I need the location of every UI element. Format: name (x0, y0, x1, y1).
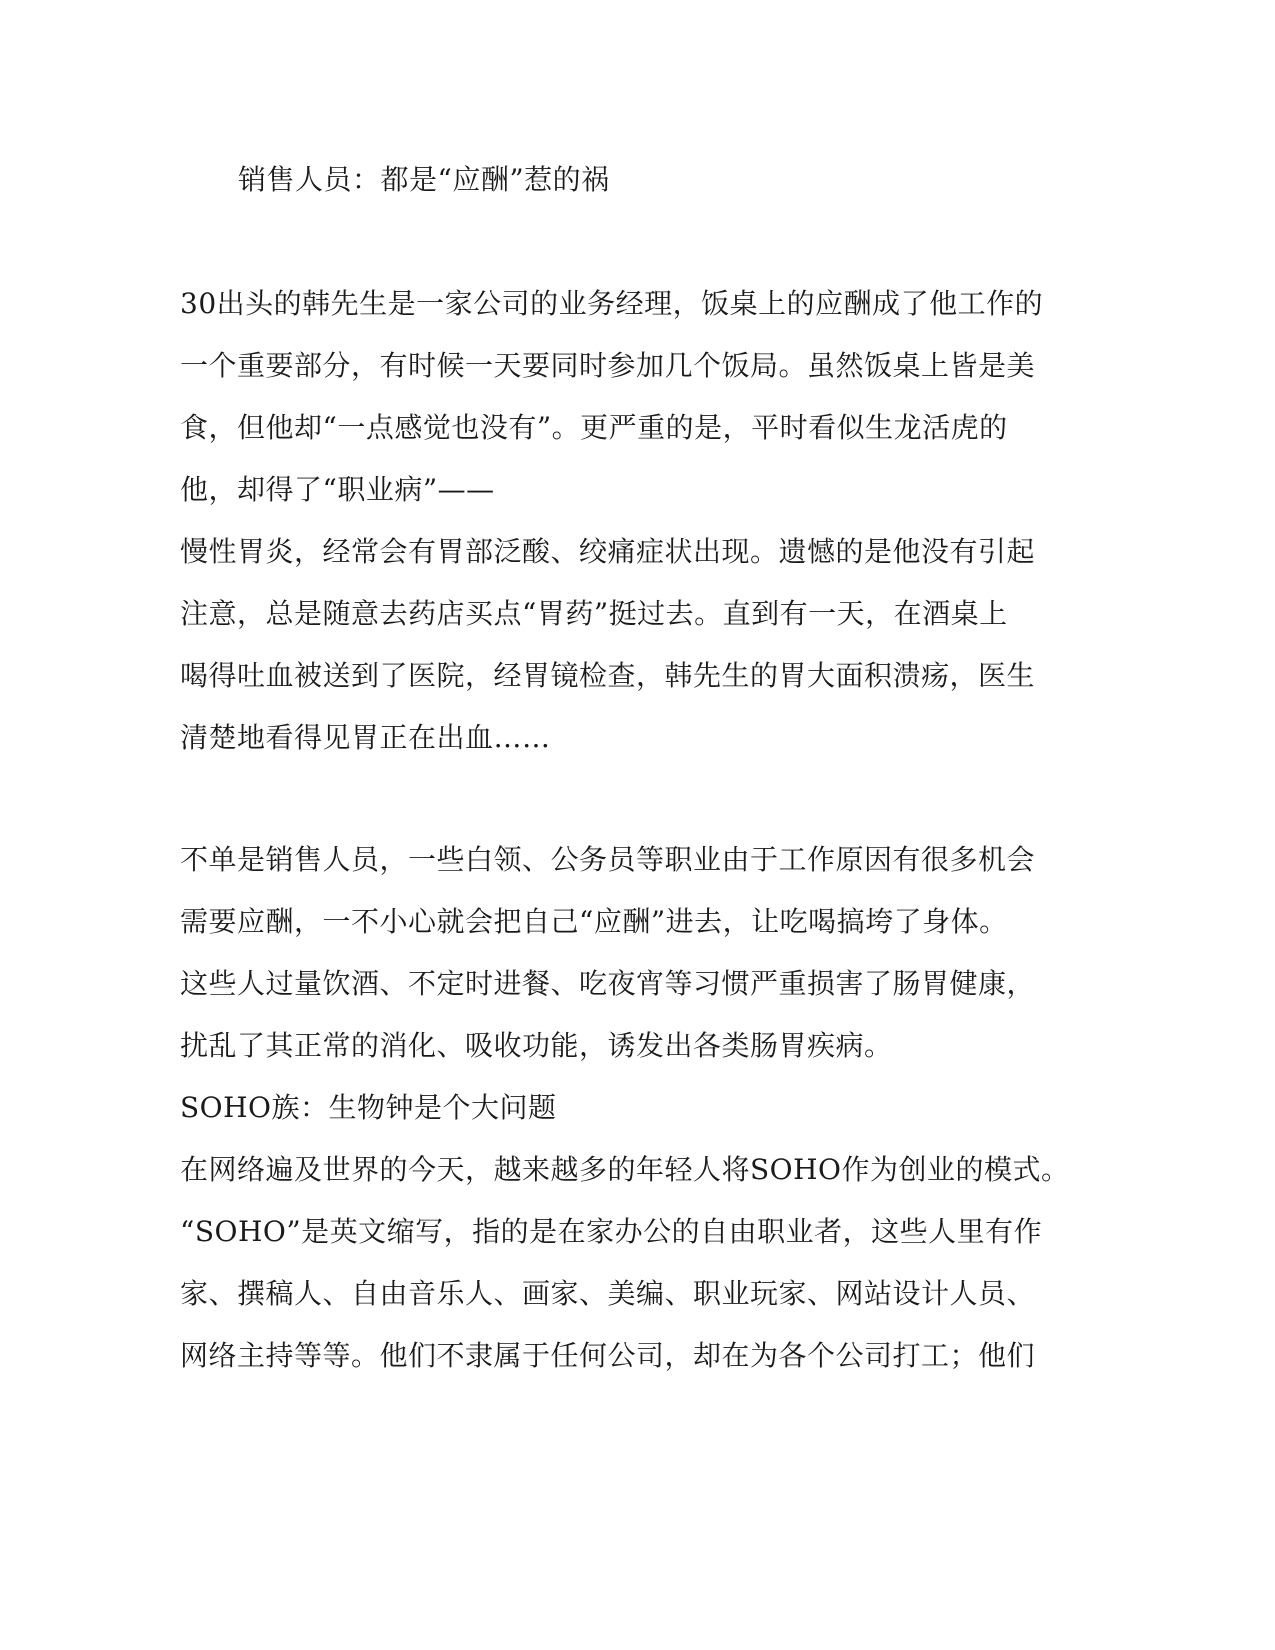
section-heading-soho: SOHO族：生物钟是个大问题 (180, 1091, 557, 1124)
paragraph-line: 扰乱了其正常的消化、吸收功能，诱发出各类肠胃疾病。 (180, 1029, 893, 1062)
paragraph-line: 不单是销售人员，一些白领、公务员等职业由于工作原因有很多机会 (180, 843, 1036, 876)
paragraph-line: 家、撰稿人、自由音乐人、画家、美编、职业玩家、网站设计人员、 (180, 1277, 1036, 1310)
paragraph-line: 在网络遍及世界的今天，越来越多的年轻人将SOHO作为创业的模式。 (180, 1153, 1070, 1186)
paragraph-line: 喝得吐血被送到了医院，经胃镜检查，韩先生的胃大面积溃疡，医生 (180, 659, 1036, 692)
paragraph-line: 他，却得了“职业病”—— (180, 473, 495, 506)
paragraph-line: 这些人过量饮酒、不定时进餐、吃夜宵等习惯严重损害了肠胃健康， (180, 967, 1036, 1000)
paragraph-line: 一个重要部分，有时候一天要同时参加几个饭局。虽然饭桌上皆是美 (180, 349, 1036, 382)
paragraph-line: 食，但他却“一点感觉也没有”。更严重的是，平时看似生龙活虎的 (180, 411, 1008, 444)
paragraph-line: 注意，总是随意去药店买点“胃药”挺过去。直到有一天，在酒桌上 (180, 597, 1008, 630)
paragraph-line: 慢性胃炎，经常会有胃部泛酸、绞痛症状出现。遗憾的是他没有引起 (180, 535, 1036, 568)
paragraph-line: 网络主持等等。他们不隶属于任何公司，却在为各个公司打工；他们 (180, 1339, 1036, 1372)
paragraph-line: 30出头的韩先生是一家公司的业务经理，饭桌上的应酬成了他工作的 (180, 287, 1044, 320)
paragraph-line: “SOHO”是英文缩写，指的是在家办公的自由职业者，这些人里有作 (180, 1215, 1043, 1248)
paragraph-line: 需要应酬，一不小心就会把自己“应酬”进去，让吃喝搞垮了身体。 (180, 905, 1008, 938)
section-heading-sales: 销售人员：都是“应酬”惹的祸 (238, 163, 610, 196)
paragraph-line: 清楚地看得见胃正在出血…… (180, 721, 551, 754)
